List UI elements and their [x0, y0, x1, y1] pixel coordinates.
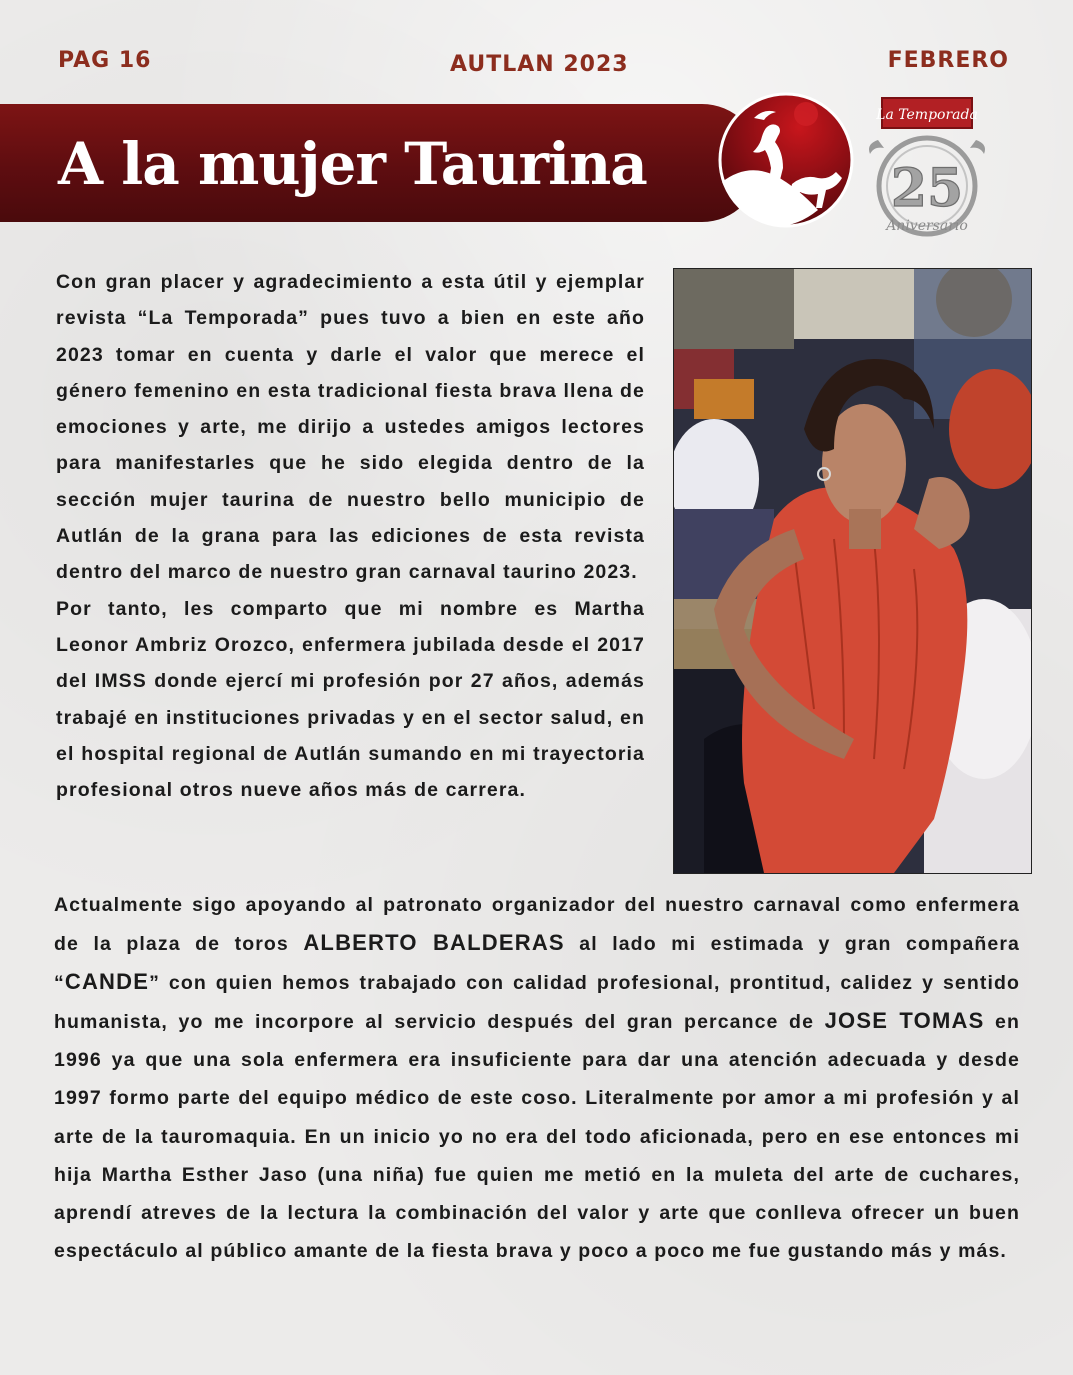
- paragraph-intro: Con gran placer y agradecimiento a esta útil y ejemplar revista “La Temporada” pues tuvo a bien en este año 2023 tomar en cuenta y darle el valor que merece el género femenino en esta tradicional fiesta brava llena de emociones y arte, me dirijo a ustedes amigos lectores para manifestarles que he sido elegida dentro de la sección mujer taurina de nuestro bello municipio de Autlán de la grana para las ediciones de esta revista dentro del marco de nuestro gran carnaval taurino 2023.: [56, 271, 645, 584]
- woman-portrait-image: [674, 269, 1031, 873]
- anniversary-brand: La Temporada: [876, 107, 978, 123]
- paragraph-text: en 1996 ya que una sola enfermera era insuficiente para dar una atención adecuada y desde 1997 formo parte del equipo médico de este coso. Literalmente por amor a mi profesión y al arte de la tauromaquia. En un inicio yo no era del todo aficionada, pero en ese entonces mi hija Martha Esther Jaso (una niña) fue quien me metió en la muleta del arte de cuchares, aprendí atreves de la lectura la combinación del valor y arte que conlleva ofrecer un buen espectáculo al público amante de la fiesta brava y poco a poco me fue gustando más y más.: [54, 1011, 1020, 1262]
- portrait-photo: [673, 268, 1032, 874]
- issue-city-year: AUTLAN 2023: [450, 52, 629, 77]
- page-number: PAG 16: [58, 48, 152, 73]
- paragraph-second: Por tanto, les comparto que mi nombre es Martha Leonor Ambriz Orozco, enfermera jubilada desde el 2017 del IMSS donde ejercí mi profesión por 27 años, además trabajé en instituciones privadas y en el sector salud, en el hospital regional de Autlán sumando en mi trayectoria profesional otros nueve años más de carrera.: [56, 597, 645, 802]
- article-body: [54, 886, 1020, 1270]
- bullring-name: ALBERTO BALDERAS: [303, 930, 565, 956]
- paragraph-text: ” con quien hemos trabajado con calidad profesional, prontitud, calidez y sentido humanista, yo me incorpore al servicio después del gran percance de: [54, 972, 1020, 1034]
- issue-month: FEBRERO: [887, 48, 1009, 73]
- paragraph-text: Actualmente sigo apoyando al patronato organizador del nuestro carnaval como enfermera de la plaza de toros: [54, 894, 1020, 956]
- anniversary-logo: [868, 94, 986, 242]
- matador-name: JOSE TOMAS: [824, 1008, 985, 1034]
- anniversary-label: Aniversario: [886, 218, 968, 234]
- paragraph-third: [54, 886, 1020, 1270]
- anniversary-number: 25: [890, 158, 964, 219]
- paragraph-text: al lado mi estimada y gran compañera “: [54, 933, 1020, 995]
- article-intro: [56, 264, 645, 808]
- page-title: A la mujer Taurina: [58, 130, 647, 198]
- colleague-name: CANDE: [64, 969, 150, 995]
- bullfighter-silhouette-icon: [718, 92, 854, 228]
